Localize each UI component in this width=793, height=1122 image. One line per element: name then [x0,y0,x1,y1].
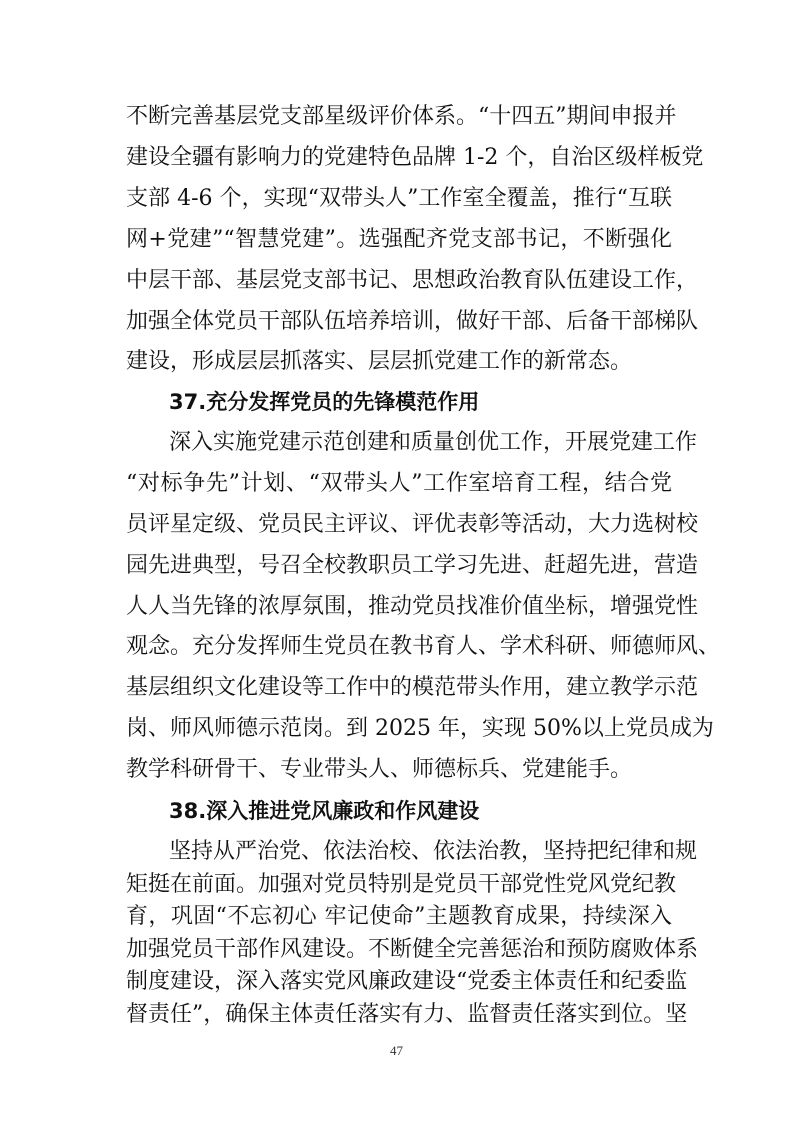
text-line: 园先进典型，号召全校教职员工学习先进、赶超先进，营造 [126,553,699,578]
text-line: 支部 4-6 个，实现“双带头人”工作室全覆盖，推行“互联 [126,186,672,211]
page-number: 47 [390,1043,403,1058]
text-line: 加强党员干部作风建设。不断健全完善惩治和预防腐败体系 [126,937,699,962]
text-line: 员评星定级、党员民主评议、评优表彰等活动，大力选树校 [126,512,699,537]
text-line: 深入实施党建示范创建和质量创优工作，开展党建工作 [169,430,698,455]
text-line: 制度建设，深入落实党风廉政建设“党委主体责任和纪委监 [126,969,688,994]
text-line: 坚持从严治党、依法治校、依法治教，坚持把纪律和规 [169,839,698,864]
text-line: 督责任”，确保主体责任落实有力、监督责任落实到位。坚 [126,1002,688,1027]
text-line: 教学科研骨干、专业带头人、师德标兵、党建能手。 [126,757,633,782]
text-line: “对标争先”计划、“双带头人”工作室培育工程，结合党 [126,471,672,496]
text-line: 建设全疆有影响力的党建特色品牌 1-2 个，自治区级样板党 [126,145,704,170]
text-line: 岗、师风师德示范岗。到 2025 年，实现 50%以上党员成为 [126,716,714,741]
section-heading: 38.深入推进党风廉政和作风建设 [169,799,480,823]
text-line: 人人当先锋的浓厚氛围，推动党员找准价值坐标，增强党性 [126,594,699,619]
text-line: 网+党建”“智慧党建”。选强配齐党支部书记，不断强化 [126,227,672,252]
text-line: 育，巩固“不忘初心 牢记使命”主题教育成果，持续深入 [126,904,672,929]
section-heading: 37.充分发挥党员的先锋模范作用 [169,390,480,414]
text-line: 不断完善基层党支部星级评价体系。“十四五”期间申报并 [126,104,677,129]
text-line: 观念。充分发挥师生党员在教书育人、学术科研、师德师风、 [126,634,721,659]
text-line: 建设，形成层层抓落实、层层抓党建工作的新常态。 [126,349,633,374]
text-line: 加强全体党员干部队伍培养培训，做好干部、后备干部梯队 [126,309,699,334]
text-line: 基层组织文化建设等工作中的模范带头作用，建立教学示范 [126,675,699,700]
text-line: 中层干部、基层党支部书记、思想政治教育队伍建设工作， [126,268,699,293]
text-line: 矩挺在前面。加强对党员特别是党员干部党性党风党纪教 [126,872,677,897]
